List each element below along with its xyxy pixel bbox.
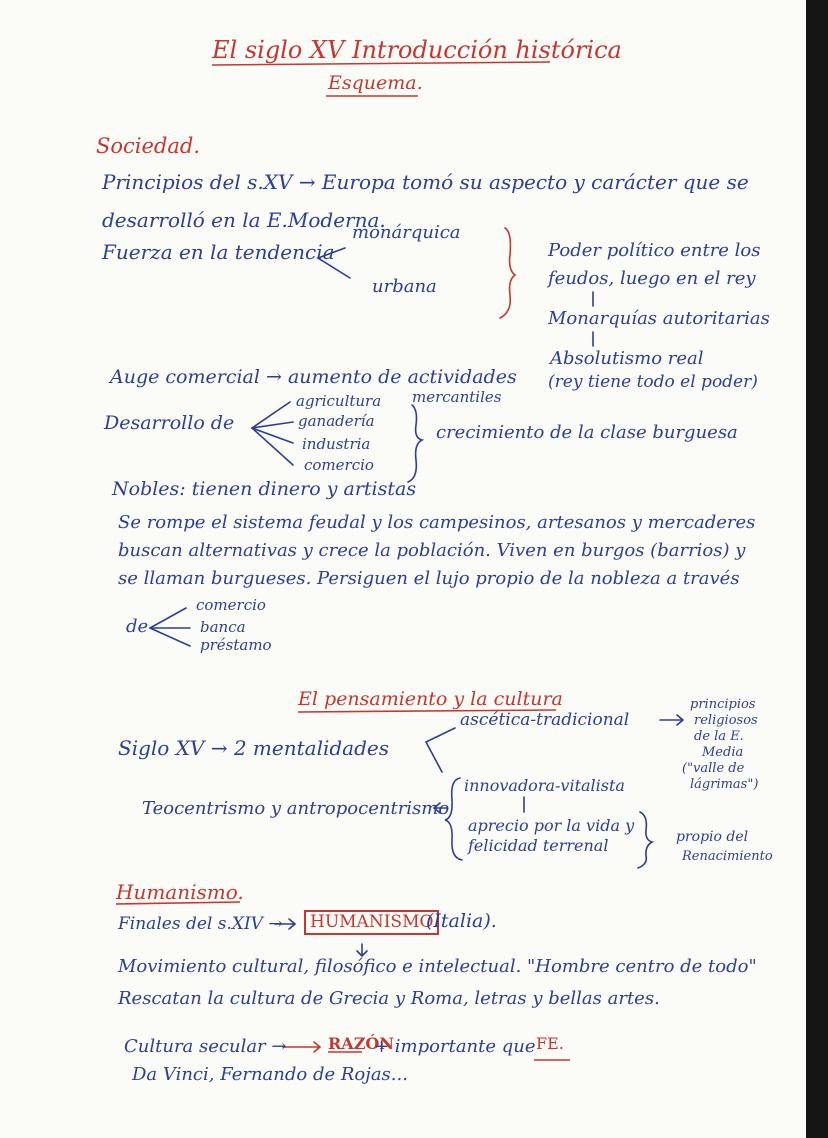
section-heading-humanismo: Humanismo. — [116, 880, 244, 904]
humanismo-box: HUMANISMO — [304, 910, 439, 935]
section-heading-sociedad: Sociedad. — [96, 134, 201, 158]
desarrollo-label: Desarrollo de — [104, 412, 235, 434]
sociedad-line-1: Principios del s.XV → Europa tomó su aspecto y carácter que se — [102, 170, 749, 194]
de-item: préstamo — [200, 636, 272, 654]
aprecio-line: aprecio por la vida y — [468, 816, 635, 835]
cultura-mid: + importante que — [374, 1036, 536, 1057]
page-title: El siglo XV Introducción histórica — [212, 36, 622, 64]
ascetica-label: ascética-tradicional — [460, 710, 630, 730]
principios-line: religiosos — [694, 713, 758, 728]
aprecio-line: felicidad terrenal — [468, 836, 609, 855]
de-item: banca — [200, 618, 246, 636]
principios-line: lágrimas") — [690, 777, 759, 792]
principios-line: principios — [690, 697, 756, 712]
desarrollo-item: comercio — [304, 456, 374, 474]
propio-line: propio del — [676, 829, 749, 845]
rescatan-line: Rescatan la cultura de Grecia y Roma, letras y bellas artes. — [118, 988, 660, 1009]
teocentrismo-label: Teocentrismo y antropocentrismo — [142, 798, 450, 819]
section-heading-pensamiento: El pensamiento y la cultura — [298, 688, 563, 710]
movimiento-line: Movimiento cultural, filosófico e intelectual. "Hombre centro de todo" — [118, 956, 757, 977]
tendencia-item: urbana — [372, 276, 437, 297]
page-subtitle: Esquema. — [328, 72, 423, 94]
paragraph-line: Se rompe el sistema feudal y los campesinos, artesanos y mercaderes — [118, 512, 756, 533]
poder-line: feudos, luego en el rey — [548, 268, 756, 289]
principios-line: de la E. — [694, 729, 744, 744]
siglo-line: Siglo XV → 2 mentalidades — [118, 736, 389, 760]
poder-line: Poder político entre los — [548, 240, 761, 261]
poder-line: Monarquías autoritarias — [548, 308, 770, 329]
nobles-line: Nobles: tienen dinero y artistas — [112, 478, 417, 500]
principios-line: Media — [702, 745, 744, 760]
paragraph-line: buscan alternativas y crece la población. Viven en burgos (barrios) y — [118, 540, 746, 561]
autores-line: Da Vinci, Fernando de Rojas... — [132, 1064, 408, 1085]
desarrollo-item: ganadería — [298, 412, 375, 430]
propio-line: Renacimiento — [682, 849, 773, 864]
sociedad-line-2: desarrolló en la E.Moderna. — [102, 208, 386, 232]
auge-line: Auge comercial → aumento de actividades — [110, 366, 517, 388]
desarrollo-item: industria — [302, 435, 371, 453]
mercantiles-label: mercantiles — [412, 388, 502, 406]
tendencia-item: monárquica — [352, 222, 461, 243]
crecimiento-label: crecimiento de la clase burguesa — [436, 422, 738, 443]
page-edge-shadow — [806, 0, 828, 1138]
razon-label: RAZÓN — [328, 1034, 394, 1053]
cultura-line: Cultura secular → — [124, 1036, 287, 1057]
principios-line: ("valle de — [682, 761, 745, 776]
italia-label: (Italia). — [426, 910, 497, 932]
de-label: de — [126, 616, 149, 637]
finales-line: Finales del s.XIV → — [118, 914, 283, 934]
poder-line: (rey tiene todo el poder) — [548, 372, 758, 392]
poder-line: Absolutismo real — [550, 348, 704, 369]
paragraph-line: se llaman burgueses. Persiguen el lujo propio de la nobleza a través — [118, 568, 740, 589]
fe-label: FE. — [536, 1034, 564, 1053]
desarrollo-item: agricultura — [296, 392, 382, 410]
tendencia-label: Fuerza en la tendencia — [102, 240, 335, 264]
innovadora-label: innovadora-vitalista — [464, 776, 625, 795]
de-item: comercio — [196, 596, 266, 614]
